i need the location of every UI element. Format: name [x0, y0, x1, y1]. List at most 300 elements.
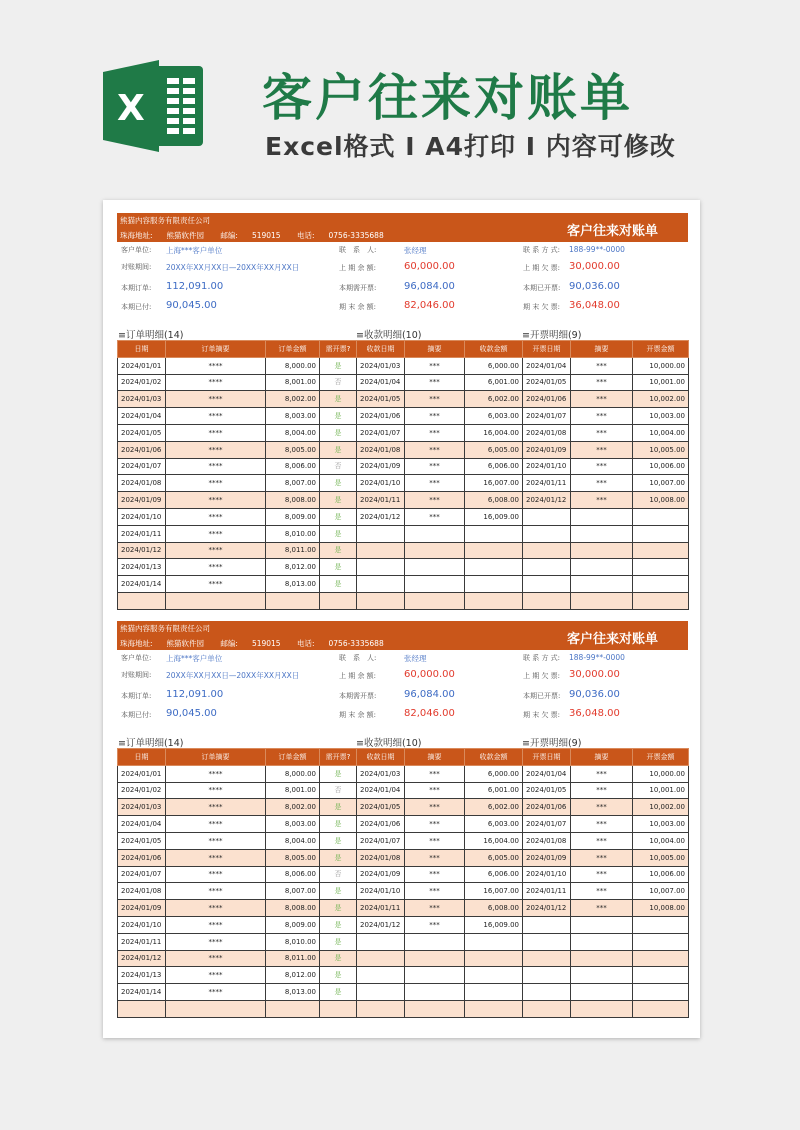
table-cell: 16,007.00	[465, 883, 523, 900]
table-row	[523, 883, 689, 900]
table-row	[523, 441, 689, 458]
table-cell: ***	[405, 816, 465, 833]
table-cell: 是	[320, 542, 357, 559]
orders-header-cell: 订单摘要	[166, 341, 266, 358]
table-row	[357, 765, 523, 782]
table-cell: ***	[405, 374, 465, 391]
table-row	[118, 967, 357, 984]
address-value: 熊猫软件园	[166, 639, 205, 648]
table-cell: 16,004.00	[465, 424, 523, 441]
table-cell: ***	[571, 492, 633, 509]
invoices-section-title: ≡开票明细(9)	[522, 738, 582, 749]
period-value: 20XX年XX月XX日—20XX年XX月XX日	[166, 671, 300, 680]
orders-value: 112,091.00	[166, 281, 224, 292]
table-cell	[266, 592, 320, 609]
table-cell	[465, 592, 523, 609]
table-cell	[465, 525, 523, 542]
company-address	[120, 230, 398, 241]
table-row	[523, 357, 689, 374]
excel-logo-icon	[103, 58, 207, 154]
address-value: 熊猫软件园	[166, 231, 205, 240]
table-cell: 8,001.00	[266, 782, 320, 799]
table-cell: ****	[166, 916, 266, 933]
table-cell	[633, 1000, 689, 1017]
table-cell: 2024/01/13	[118, 559, 166, 576]
table-row	[523, 475, 689, 492]
table-cell: 是	[320, 576, 357, 593]
table-cell: 10,007.00	[633, 475, 689, 492]
invoices-header-cell: 开票金额	[633, 749, 689, 766]
table-cell: 6,002.00	[465, 391, 523, 408]
table-cell: 8,012.00	[266, 559, 320, 576]
table-row	[118, 458, 357, 475]
table-cell: 2024/01/12	[523, 900, 571, 917]
table-cell: ***	[571, 849, 633, 866]
orders-label: 本期订单:	[121, 692, 152, 700]
table-row	[523, 408, 689, 425]
table-cell	[465, 967, 523, 984]
contact-value: 张经理	[404, 654, 427, 663]
table-row	[523, 782, 689, 799]
table-cell: 2024/01/10	[357, 475, 405, 492]
invoices-header-cell: 开票日期	[523, 341, 571, 358]
table-row	[118, 900, 357, 917]
table-cell: 否	[320, 458, 357, 475]
table-cell: ****	[166, 374, 266, 391]
table-cell	[405, 933, 465, 950]
table-row	[357, 508, 523, 525]
table-cell: 6,006.00	[465, 866, 523, 883]
table-cell	[405, 525, 465, 542]
table-cell: 2024/01/09	[357, 458, 405, 475]
table-cell: 2024/01/06	[118, 441, 166, 458]
table-row	[118, 984, 357, 1001]
table-cell: 否	[320, 866, 357, 883]
table-cell: 2024/01/03	[118, 799, 166, 816]
table-cell: 2024/01/12	[118, 542, 166, 559]
table-cell: 是	[320, 984, 357, 1001]
table-cell: 8,012.00	[266, 967, 320, 984]
table-cell: ***	[571, 782, 633, 799]
table-row	[523, 559, 689, 576]
postcode-label: 邮编:	[220, 639, 238, 648]
table-cell: 10,007.00	[633, 883, 689, 900]
table-cell	[633, 984, 689, 1001]
table-row	[523, 1000, 689, 1017]
table-cell	[465, 542, 523, 559]
table-cell: ****	[166, 559, 266, 576]
table-row	[118, 391, 357, 408]
prev-balance-label: 上 期 余 额:	[339, 264, 377, 272]
table-cell: 8,005.00	[266, 441, 320, 458]
table-cell: 8,009.00	[266, 916, 320, 933]
table-cell: 2024/01/11	[523, 475, 571, 492]
orders-header-cell: 需开票?	[320, 341, 357, 358]
table-cell: ***	[405, 782, 465, 799]
table-cell	[571, 967, 633, 984]
table-cell: 2024/01/05	[523, 782, 571, 799]
table-cell: ****	[166, 424, 266, 441]
table-cell	[633, 592, 689, 609]
summary-info	[117, 650, 688, 734]
orders-header-cell: 日期	[118, 341, 166, 358]
table-row	[118, 508, 357, 525]
table-cell	[465, 984, 523, 1001]
invoices-header-cell: 摘要	[571, 749, 633, 766]
table-cell: 2024/01/12	[357, 508, 405, 525]
table-row	[523, 424, 689, 441]
table-cell: 2024/01/09	[523, 441, 571, 458]
table-cell: ***	[405, 391, 465, 408]
table-row	[523, 592, 689, 609]
table-row	[118, 849, 357, 866]
table-cell: 2024/01/12	[357, 916, 405, 933]
table-row	[357, 424, 523, 441]
page-header	[0, 0, 800, 200]
phone2-label: 联 系 方 式:	[523, 654, 561, 662]
customer-value: 上海***客户单位	[166, 654, 223, 663]
table-row	[118, 424, 357, 441]
table-cell: 是	[320, 508, 357, 525]
table-cell	[465, 1000, 523, 1017]
table-cell: ****	[166, 576, 266, 593]
receipts-header-cell: 收款日期	[357, 341, 405, 358]
table-row	[118, 357, 357, 374]
table-row	[357, 816, 523, 833]
table-cell	[633, 950, 689, 967]
table-row	[523, 391, 689, 408]
phone-label: 电话:	[296, 231, 315, 240]
table-cell: ****	[166, 799, 266, 816]
table-cell: 8,007.00	[266, 475, 320, 492]
table-cell	[405, 592, 465, 609]
table-cell: ****	[166, 816, 266, 833]
table-cell: ***	[405, 357, 465, 374]
receipts-header-cell: 收款日期	[357, 749, 405, 766]
table-cell: ****	[166, 525, 266, 542]
table-cell: 2024/01/02	[118, 782, 166, 799]
table-row	[523, 765, 689, 782]
phone2-value: 188-99**-0000	[569, 653, 625, 662]
table-row	[523, 508, 689, 525]
orders-table	[117, 748, 357, 1018]
table-row	[357, 916, 523, 933]
table-cell	[357, 542, 405, 559]
table-cell: ***	[405, 492, 465, 509]
prev-owed-value: 30,000.00	[569, 261, 620, 272]
table-cell: ****	[166, 883, 266, 900]
table-cell: 是	[320, 441, 357, 458]
table-row	[118, 1000, 357, 1017]
table-cell: 2024/01/10	[118, 916, 166, 933]
customer-label: 客户单位:	[121, 654, 152, 662]
company-name: 熊猫内容服务有限责任公司	[120, 216, 210, 225]
phone-value: 0756-3335688	[328, 231, 384, 240]
table-cell: ***	[405, 916, 465, 933]
table-cell: 2024/01/05	[118, 424, 166, 441]
table-cell: 10,006.00	[633, 866, 689, 883]
table-cell: 10,001.00	[633, 374, 689, 391]
table-cell: ****	[166, 391, 266, 408]
end-owed-label: 期 末 欠 票:	[523, 711, 561, 719]
table-cell: ***	[571, 357, 633, 374]
prev-owed-label: 上 期 欠 票:	[523, 672, 561, 680]
table-cell: ***	[405, 900, 465, 917]
table-row	[523, 984, 689, 1001]
table-cell: 8,011.00	[266, 542, 320, 559]
table-row	[118, 374, 357, 391]
contact-value: 张经理	[404, 246, 427, 255]
table-cell: 10,006.00	[633, 458, 689, 475]
table-cell: 2024/01/04	[357, 782, 405, 799]
table-cell: 2024/01/06	[357, 816, 405, 833]
end-owed-label: 期 末 欠 票:	[523, 303, 561, 311]
table-cell	[166, 1000, 266, 1017]
paid-label: 本期已付:	[121, 711, 152, 719]
table-cell	[357, 950, 405, 967]
table-row	[118, 832, 357, 849]
table-cell: 8,009.00	[266, 508, 320, 525]
table-cell: 2024/01/04	[523, 357, 571, 374]
table-cell: 2024/01/11	[357, 492, 405, 509]
table-row	[357, 883, 523, 900]
table-row	[118, 408, 357, 425]
statement-title: 客户往来对账单	[566, 224, 658, 239]
table-row	[357, 984, 523, 1001]
table-row	[357, 559, 523, 576]
table-cell: ****	[166, 900, 266, 917]
table-cell: 2024/01/08	[357, 849, 405, 866]
table-cell	[571, 525, 633, 542]
table-row	[118, 525, 357, 542]
table-cell	[633, 576, 689, 593]
table-cell	[523, 559, 571, 576]
receipts-table	[356, 340, 523, 610]
table-cell: ****	[166, 357, 266, 374]
table-cell: 10,008.00	[633, 492, 689, 509]
table-cell	[633, 542, 689, 559]
postcode-value: 519015	[251, 231, 281, 240]
table-cell: ***	[571, 765, 633, 782]
table-row	[118, 950, 357, 967]
table-cell: 2024/01/11	[118, 933, 166, 950]
table-cell: 是	[320, 849, 357, 866]
receipts-header-cell: 摘要	[405, 749, 465, 766]
table-cell: 2024/01/09	[357, 866, 405, 883]
company-name: 熊猫内容服务有限责任公司	[120, 624, 210, 633]
customer-label: 客户单位:	[121, 246, 152, 254]
table-row	[523, 799, 689, 816]
table-cell: 2024/01/09	[523, 849, 571, 866]
paid-value: 90,045.00	[166, 708, 217, 719]
table-row	[523, 492, 689, 509]
table-cell	[571, 592, 633, 609]
section-headings	[117, 734, 688, 748]
invoices-header-cell: 开票日期	[523, 749, 571, 766]
period-label: 对账期间:	[121, 671, 152, 679]
table-cell: 8,008.00	[266, 492, 320, 509]
table-cell	[465, 559, 523, 576]
table-cell: 2024/01/04	[357, 374, 405, 391]
table-cell: ***	[405, 441, 465, 458]
statement-sheet	[117, 213, 688, 614]
table-cell: 2024/01/12	[523, 492, 571, 509]
table-row	[357, 475, 523, 492]
table-row	[523, 542, 689, 559]
table-row	[118, 441, 357, 458]
table-cell: 10,005.00	[633, 441, 689, 458]
table-cell	[633, 508, 689, 525]
table-row	[357, 576, 523, 593]
table-cell: 是	[320, 967, 357, 984]
end-owed-value: 36,048.00	[569, 300, 620, 311]
table-cell: 2024/01/03	[357, 357, 405, 374]
table-cell: ****	[166, 849, 266, 866]
table-row	[523, 816, 689, 833]
table-row	[118, 492, 357, 509]
table-cell: 2024/01/07	[357, 832, 405, 849]
table-cell	[357, 933, 405, 950]
table-cell: 8,013.00	[266, 984, 320, 1001]
table-row	[357, 408, 523, 425]
table-cell: 10,005.00	[633, 849, 689, 866]
receipts-header-cell: 收款金额	[465, 341, 523, 358]
table-cell	[118, 1000, 166, 1017]
table-row	[357, 950, 523, 967]
table-row	[357, 900, 523, 917]
period-label: 对账期间:	[121, 263, 152, 271]
phone2-value: 188-99**-0000	[569, 245, 625, 254]
table-cell: ****	[166, 984, 266, 1001]
table-cell: ***	[405, 765, 465, 782]
invoices-header-cell: 开票金额	[633, 341, 689, 358]
table-cell: 8,002.00	[266, 391, 320, 408]
table-row	[357, 782, 523, 799]
table-cell	[266, 1000, 320, 1017]
invoiced-value: 90,036.00	[569, 689, 620, 700]
table-cell: 2024/01/13	[118, 967, 166, 984]
table-cell: 2024/01/06	[523, 391, 571, 408]
table-cell: 10,003.00	[633, 408, 689, 425]
table-row	[523, 916, 689, 933]
table-cell	[523, 984, 571, 1001]
prev-balance-label: 上 期 余 额:	[339, 672, 377, 680]
table-cell: 是	[320, 475, 357, 492]
table-cell	[633, 916, 689, 933]
table-row	[523, 866, 689, 883]
paid-value: 90,045.00	[166, 300, 217, 311]
table-cell	[405, 1000, 465, 1017]
table-cell: 2024/01/12	[118, 950, 166, 967]
table-cell	[571, 576, 633, 593]
table-cell: 10,000.00	[633, 765, 689, 782]
contact-label: 联 系 人:	[339, 246, 377, 254]
period-value: 20XX年XX月XX日—20XX年XX月XX日	[166, 263, 300, 272]
page-title: 客户往来对账单	[262, 69, 633, 127]
company-bar	[117, 213, 688, 242]
table-cell: ***	[405, 832, 465, 849]
table-cell	[571, 933, 633, 950]
table-row	[357, 832, 523, 849]
table-row	[523, 967, 689, 984]
table-cell: 是	[320, 765, 357, 782]
table-cell: 2024/01/07	[118, 866, 166, 883]
svg-text:X: X	[117, 88, 145, 129]
section-headings	[117, 326, 688, 340]
table-cell: 2024/01/07	[357, 424, 405, 441]
orders-header-cell: 订单金额	[266, 341, 320, 358]
invoiced-value: 90,036.00	[569, 281, 620, 292]
table-cell: ***	[405, 458, 465, 475]
table-row	[357, 391, 523, 408]
table-cell: ***	[571, 408, 633, 425]
prev-owed-label: 上 期 欠 票:	[523, 264, 561, 272]
table-row	[523, 950, 689, 967]
table-row	[118, 559, 357, 576]
table-cell: 是	[320, 900, 357, 917]
table-cell: 16,004.00	[465, 832, 523, 849]
table-cell	[405, 576, 465, 593]
prev-owed-value: 30,000.00	[569, 669, 620, 680]
table-row	[118, 765, 357, 782]
table-cell	[523, 508, 571, 525]
table-cell: 否	[320, 374, 357, 391]
table-cell: 8,010.00	[266, 525, 320, 542]
table-cell: 2024/01/08	[523, 424, 571, 441]
table-cell: ****	[166, 475, 266, 492]
table-cell: 6,001.00	[465, 782, 523, 799]
table-cell: 是	[320, 933, 357, 950]
table-cell: 2024/01/07	[523, 408, 571, 425]
table-cell: 6,002.00	[465, 799, 523, 816]
detail-tables	[117, 748, 688, 1022]
postcode-value: 519015	[251, 639, 281, 648]
table-row	[357, 967, 523, 984]
table-cell	[523, 542, 571, 559]
table-cell: 是	[320, 799, 357, 816]
table-cell: ****	[166, 782, 266, 799]
table-cell: 2024/01/03	[357, 765, 405, 782]
invoices-table	[522, 340, 689, 610]
table-row	[523, 576, 689, 593]
table-row	[523, 933, 689, 950]
summary-info	[117, 242, 688, 326]
table-cell	[357, 592, 405, 609]
table-cell: 是	[320, 950, 357, 967]
table-row	[357, 542, 523, 559]
table-cell	[523, 576, 571, 593]
table-row	[523, 900, 689, 917]
table-cell: 是	[320, 391, 357, 408]
table-cell: 8,007.00	[266, 883, 320, 900]
table-cell: 2024/01/07	[523, 816, 571, 833]
table-cell	[571, 950, 633, 967]
table-cell: 2024/01/05	[523, 374, 571, 391]
table-cell: 2024/01/06	[357, 408, 405, 425]
table-cell: ***	[405, 883, 465, 900]
invoiced-label: 本期已开票:	[523, 692, 561, 700]
table-cell: 8,003.00	[266, 816, 320, 833]
table-row	[118, 475, 357, 492]
table-cell: 2024/01/14	[118, 984, 166, 1001]
table-cell: 8,004.00	[266, 832, 320, 849]
table-cell: 是	[320, 916, 357, 933]
table-cell: 16,009.00	[465, 916, 523, 933]
table-cell: 2024/01/06	[523, 799, 571, 816]
table-row	[523, 374, 689, 391]
table-cell	[571, 984, 633, 1001]
table-cell	[465, 576, 523, 593]
